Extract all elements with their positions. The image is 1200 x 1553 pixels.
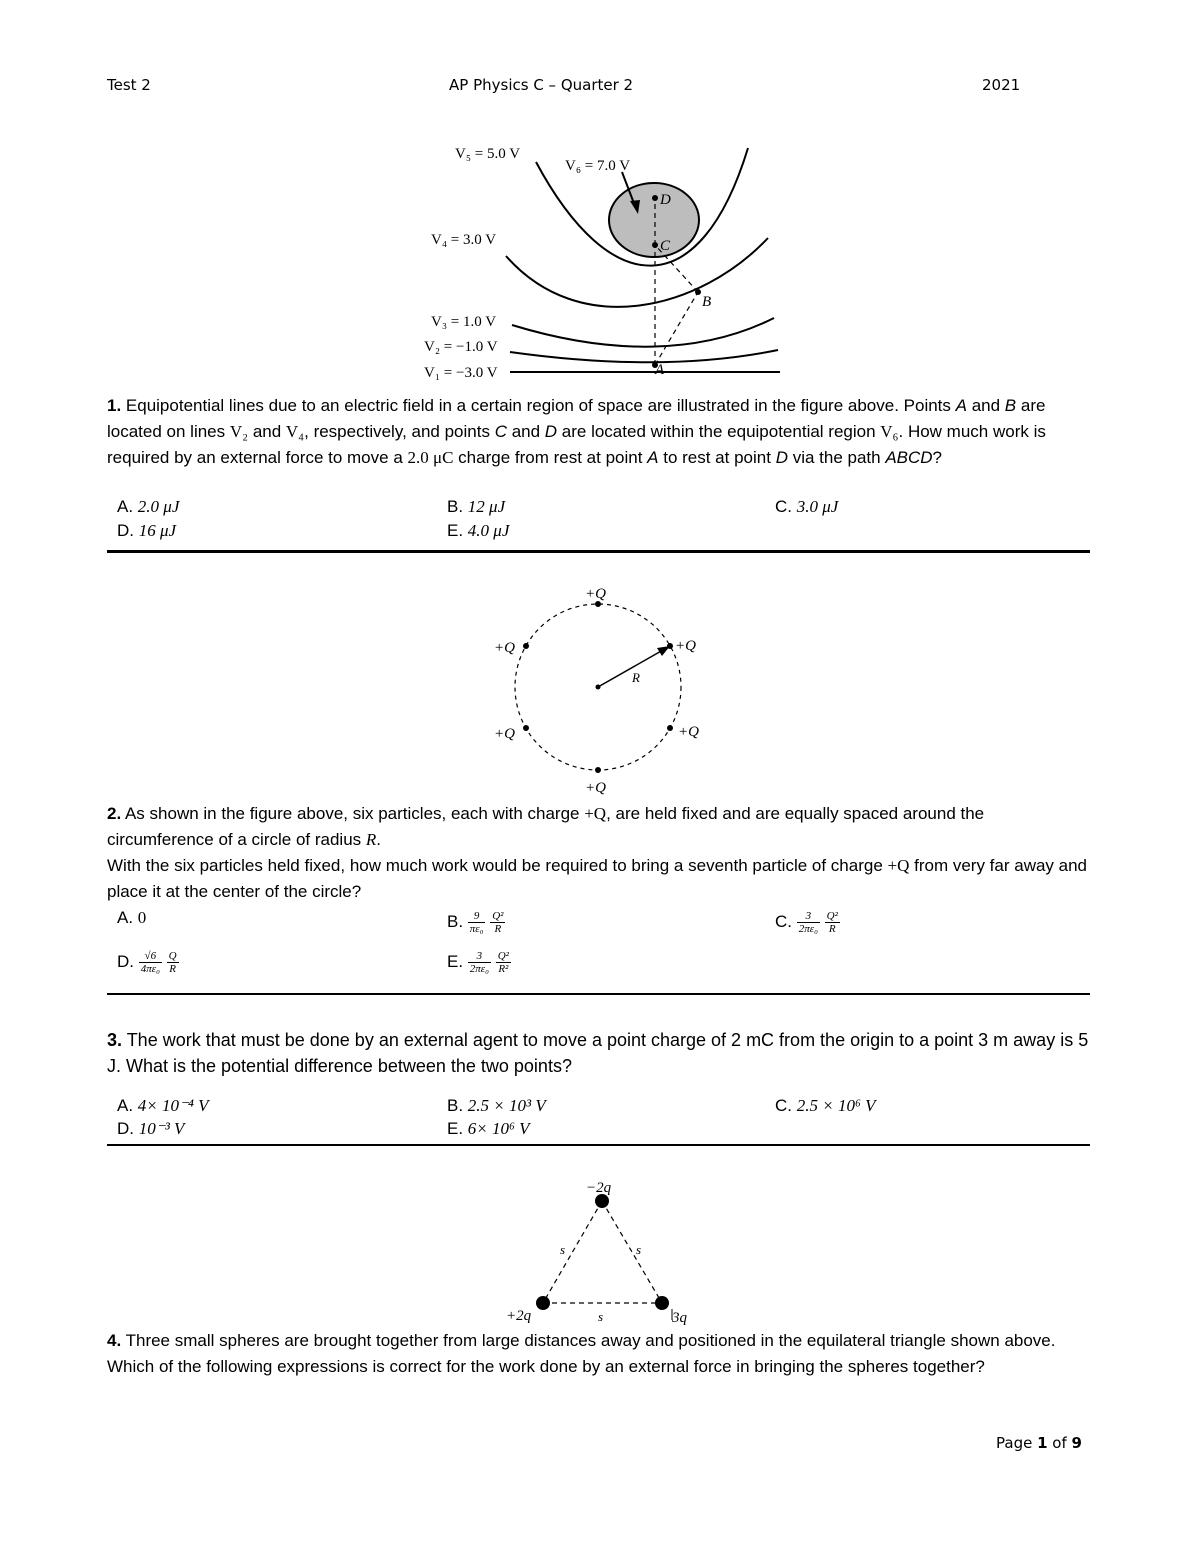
label-left-charge: +2q [506,1308,532,1324]
sphere-left [536,1296,550,1310]
q2-option-e[interactable]: E. $\frac{3}{\text{2πε₀}}$ $\frac{\text{Q²}}{\text{R²}}$ [447,950,509,976]
label-top-charge: −2q [586,1180,612,1196]
label-v4: V₄ = 3.0 V [431,232,497,248]
label-side-left: s [560,1242,566,1257]
q1-option-e[interactable]: E. 4.0 μJ [447,521,510,540]
header-right: 2021 [982,76,1021,94]
page-number: Page 1 of 9 [996,1434,1082,1452]
q1-option-a[interactable]: A. 2.0 μJ [117,497,180,516]
q2-option-b[interactable]: B. $\frac{9}{\text{πε₀}}$ $\frac{\text{Q²}}{R}$ [447,910,504,936]
q2-number: 2. [107,804,122,823]
charge-upper-left: +Q [494,640,515,656]
header-center: AP Physics C – Quarter 2 [449,76,634,94]
line-v2 [510,350,778,362]
q3-option-e[interactable]: E. 6× 10⁶ V [447,1119,530,1138]
point-d: D [660,192,671,208]
charge-lower-left: +Q [494,726,515,742]
header-left: Test 2 [107,76,151,94]
question-1: 1. Equipotential lines due to an electric field in a certain region of space are illustrated in the figure above. Points A and B are located on lines V₂ and V₄, respectively, and points C and D are located within the equipotential region V₆. How much work is required by an external force to move a 2.0 μC charge from rest at point A to rest at point D via the path ABCD? [107,396,1046,467]
label-side-right: s [636,1242,642,1257]
q2-option-a[interactable]: A. 0 [117,908,147,927]
triangle-charges-figure [0,1170,1200,1330]
q3-option-d[interactable]: D. 10⁻³ V [117,1119,185,1138]
charge-top: +Q [585,586,606,602]
question-2: 2. As shown in the figure above, six particles, each with charge +Q, are held fixed and are equally spaced around the circumference of a circle of radius R. With the six particles held fixed, how much work would be required to bring a seventh particle of charge +Q from very far away and place it at the center of the circle? [107,804,1088,901]
divider-1 [107,550,1090,553]
point-a: A [655,362,665,378]
q3-option-a[interactable]: A. 4× 10⁻⁴ V [117,1096,209,1115]
q1-option-d[interactable]: D. 16 μJ [117,521,177,540]
label-v6: V₆ = 7.0 V [565,158,631,174]
charge-bottom: +Q [585,780,606,796]
label-v2: V₂ = −1.0 V [424,339,498,355]
q3-number: 3. [107,1030,123,1050]
radius-label: R [632,670,640,685]
label-v3: V₃ = 1.0 V [431,314,497,330]
point-c: C [660,238,671,254]
q4-number: 4. [107,1331,122,1350]
path-a-b [655,292,698,365]
divider-2 [107,993,1090,995]
label-right-charge: 3q [672,1310,687,1326]
q1-option-c[interactable]: C. 3.0 μJ [775,497,839,516]
equipotential-figure [0,0,1200,400]
radius-arrow [598,650,663,687]
charge-lower-right: +Q [678,724,699,740]
label-v1: V₁ = −3.0 V [424,365,498,381]
q1-option-b[interactable]: B. 12 μJ [447,497,506,516]
question-3: 3. The work that must be done by an external agent to move a point charge of 2 mC from the origin to a point 3 m away is 5 J. What is the potential difference between the two points? [107,1030,1089,1076]
sphere-top [595,1194,609,1208]
sphere-right [655,1296,669,1310]
q3-option-b[interactable]: B. 2.5 × 10³ V [447,1096,546,1115]
q3-option-c[interactable]: C. 2.5 × 10⁶ V [775,1096,876,1115]
charge-upper-right: +Q [675,638,696,654]
divider-3 [107,1144,1090,1146]
point-b: B [702,294,712,310]
label-v5: V₅ = 5.0 V [455,146,521,162]
question-4: 4. Three small spheres are brought together from large distances away and positioned in the equilateral triangle shown above. Which of the following expressions is correct for the work done by an external force in bringing the spheres together? [107,1331,1056,1376]
label-side-bottom: s [598,1309,604,1324]
q2-option-c[interactable]: C. $\frac{3}{\text{2πε₀}}$ $\frac{\text{Q²}}{R}$ [775,910,838,936]
q1-number: 1. [107,396,122,415]
line-v3 [512,318,774,347]
q2-option-d[interactable]: D. $\frac{√6}{\text{4πε₀}}$ $\frac{Q}{R}$ [117,950,177,976]
ring-charges-figure [0,570,1200,800]
